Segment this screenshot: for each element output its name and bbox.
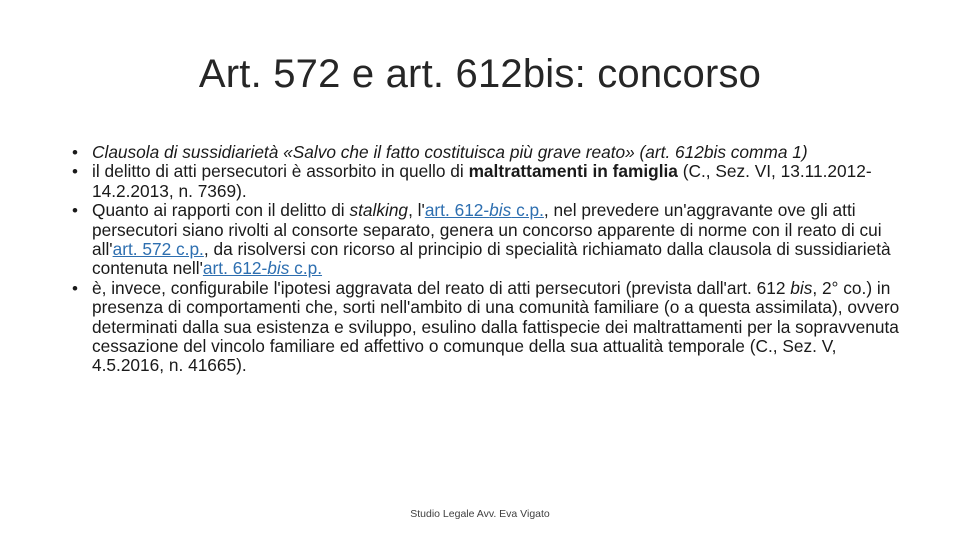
link-3-pre: art. 612- bbox=[202, 258, 268, 279]
bullet-1-text: Clausola di sussidiarietà «Salvo che il fatto costituisca più grave reato» (art. 612bis comma 1) bbox=[92, 142, 808, 162]
bullet-3 bbox=[72, 201, 900, 279]
bullet-list bbox=[72, 143, 900, 376]
link-3-bis: bis bbox=[267, 258, 290, 279]
footer-text: Studio Legale Avv. Eva Vigato bbox=[410, 508, 550, 520]
link-art-612-bis-1[interactable] bbox=[425, 200, 544, 220]
bullet-4-text-1: è, invece, configurabile l'ipotesi aggravata del reato di atti persecutori (prevista dall'art. 612 bbox=[92, 277, 791, 298]
bullet-2-bold-text: maltrattamenti in famiglia bbox=[468, 161, 678, 182]
bullet-3-stalking: stalking bbox=[349, 200, 409, 221]
bullet-3-text-1: Quanto ai rapporti con il delitto di bbox=[92, 200, 350, 221]
slide-title: Art. 572 e art. 612bis: concorso bbox=[198, 52, 762, 96]
bullet-2-text-pre: il delitto di atti persecutori è assorbito in quello di bbox=[92, 161, 469, 182]
bullet-4-text-2: , 2° co.) in presenza di comportamenti che, sorti nell'ambito di una comunità familiare (o a questa assimilata), ovvero determinati dalla sua esistenza e sviluppo, esulino dalla fattispecie dei maltrattamenti per la sopravvenuta cessazione del vincolo familiare ed affettivo o comunque della sua attualità temporale (C., Sez. V, 4.5.2016, n. 41665). bbox=[92, 277, 900, 376]
bullet-2 bbox=[72, 162, 900, 201]
link-1-bis: bis bbox=[489, 200, 512, 221]
link-art-572[interactable]: art. 572 c.p. bbox=[112, 239, 204, 260]
bullet-3-text-2: , l' bbox=[408, 200, 425, 221]
bullet-1 bbox=[72, 143, 900, 162]
bullet-3-text-4: , da risolversi con ricorso al principio di specialità richiamato dalla clausola di sussidiarietà contenuta nell' bbox=[92, 239, 891, 279]
bullet-3-text-3: , nel prevedere un'aggravante ove gli atti persecutori siano rivolti al consorte separato, genera un concorso apparente di norme con il reato di cui all' bbox=[92, 200, 882, 260]
bullet-2-text-post: (C., Sez. VI, 13.11.2012-14.2.2013, n. 7369). bbox=[92, 161, 872, 201]
link-1-pre: art. 612- bbox=[424, 200, 490, 221]
link-3-post: c.p. bbox=[289, 258, 323, 279]
bullet-4 bbox=[72, 279, 900, 376]
bullet-4-bis: bis bbox=[790, 277, 813, 298]
link-art-612-bis-2[interactable] bbox=[203, 258, 322, 278]
link-1-post: c.p. bbox=[511, 200, 544, 221]
